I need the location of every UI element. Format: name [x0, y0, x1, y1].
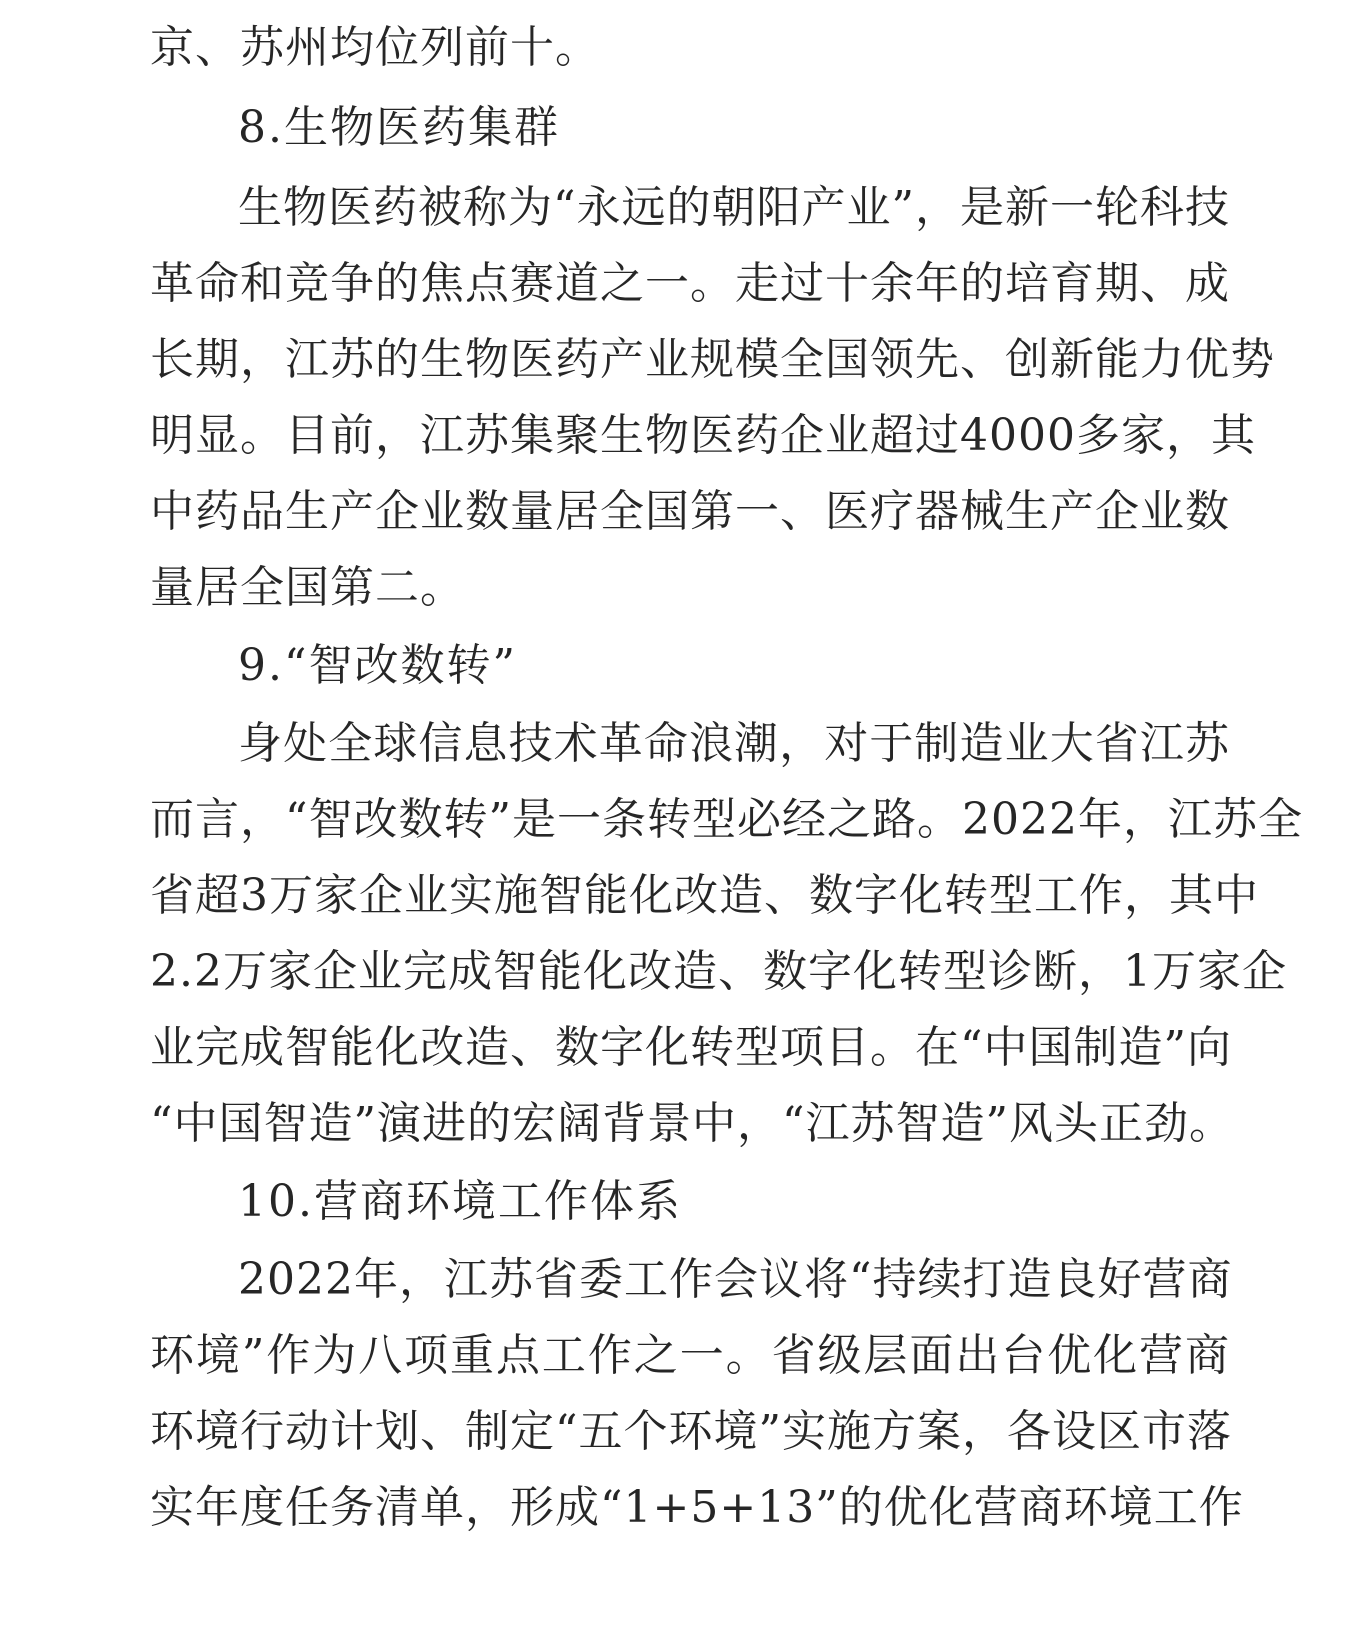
text-line: “中国智造”演进的宏阔背景中，“江苏智造”风头正劲。: [150, 1098, 1234, 1149]
text-line: 业完成智能化改造、数字化转型项目。在“中国制造”向: [150, 1022, 1232, 1073]
text-line: 而言，“智改数转”是一条转型必经之路。2022年，江苏全: [150, 794, 1303, 845]
text-line: 省超3万家企业实施智能化改造、数字化转型工作，其中: [150, 870, 1259, 921]
text-line: 明显。目前，江苏集聚生物医药企业超过4000多家，其: [150, 410, 1256, 461]
text-line: 2022年，江苏省委工作会议将“持续打造良好营商: [238, 1254, 1233, 1305]
section-heading-smart-transformation: 9.“智改数转”: [238, 640, 517, 691]
text-line: 革命和竞争的焦点赛道之一。走过十余年的培育期、成: [150, 258, 1230, 309]
text-line: 实年度任务清单，形成“1+5+13”的优化营商环境工作: [150, 1482, 1244, 1533]
text-line: 量居全国第二。: [150, 562, 465, 613]
text-line: 环境行动计划、制定“五个环境”实施方案，各设区市落: [150, 1406, 1232, 1457]
text-line: 京、苏州均位列前十。: [150, 22, 600, 73]
text-line: 2.2万家企业完成智能化改造、数字化转型诊断，1万家企: [150, 946, 1287, 997]
text-line: 身处全球信息技术革命浪潮，对于制造业大省江苏: [238, 718, 1230, 769]
section-heading-biomedicine: 8.生物医药集群: [238, 102, 560, 153]
section-heading-business-environment: 10.营商环境工作体系: [238, 1176, 682, 1227]
text-line: 长期，江苏的生物医药产业规模全国领先、创新能力优势: [150, 334, 1275, 385]
text-line: 生物医药被称为“永远的朝阳产业”，是新一轮科技: [238, 182, 1230, 233]
text-line: 环境”作为八项重点工作之一。省级层面出台优化营商: [150, 1330, 1230, 1381]
text-line: 中药品生产企业数量居全国第一、医疗器械生产企业数: [150, 486, 1230, 537]
